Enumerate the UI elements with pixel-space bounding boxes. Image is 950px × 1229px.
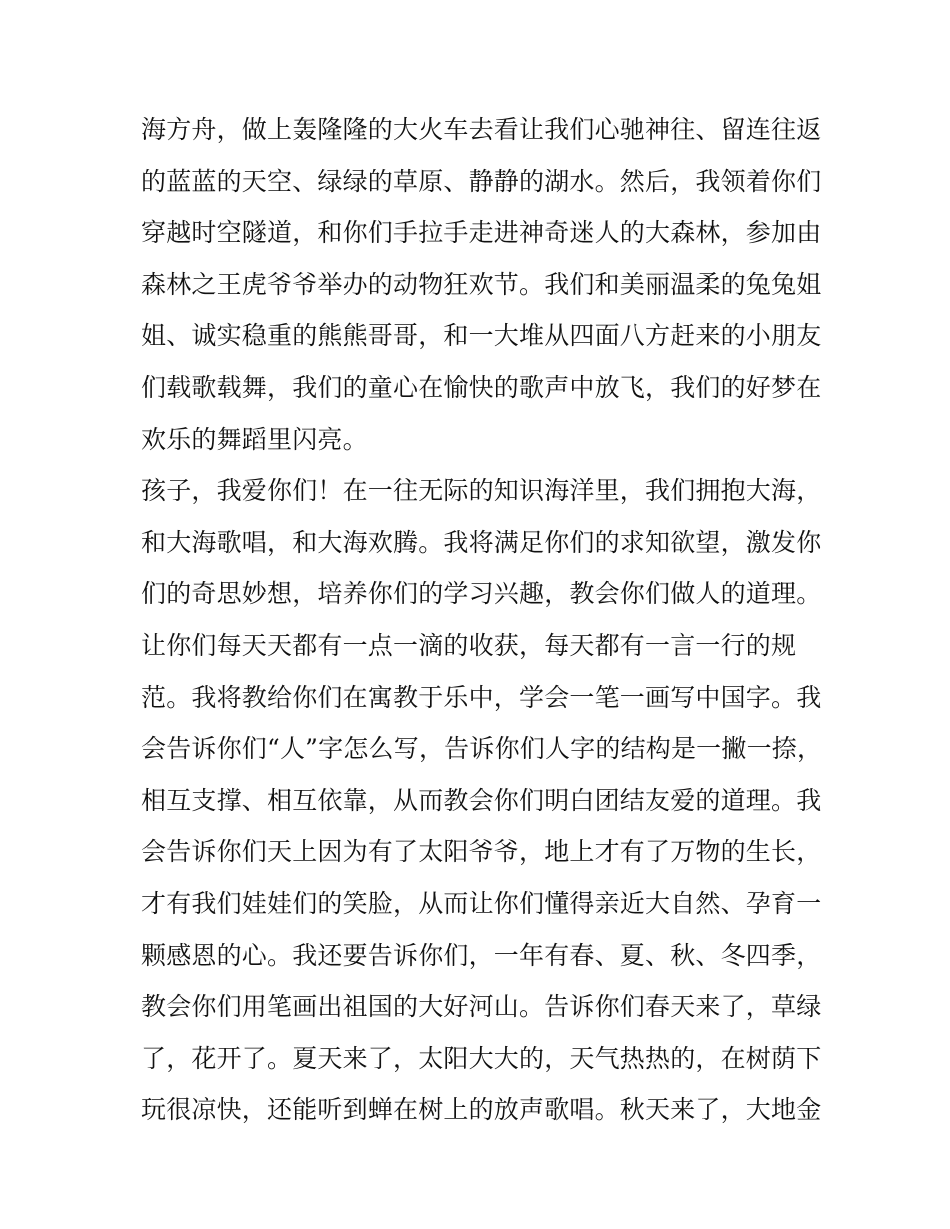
text-line: 教会你们用笔画出祖国的大好河山。告诉你们春天来了，草绿: [141, 992, 822, 1022]
text-line: 欢乐的舞蹈里闪亮。: [141, 424, 368, 454]
text-line: 让你们每天天都有一点一滴的收获，每天都有一言一行的规: [141, 630, 797, 660]
text-line: 们载歌载舞，我们的童心在愉快的歌声中放飞，我们的好梦在: [141, 372, 822, 402]
text-line: 森林之王虎爷爷举办的动物狂欢节。我们和美丽温柔的兔兔姐: [141, 269, 822, 299]
text-line: 会告诉你们天上因为有了太阳爷爷，地上才有了万物的生长，: [141, 837, 822, 867]
text-line: 颗感恩的心。我还要告诉你们，一年有春、夏、秋、冬四季，: [141, 940, 822, 970]
text-line: 姐、诚实稳重的熊熊哥哥，和一大堆从四面八方赶来的小朋友: [141, 321, 822, 351]
text-line: 了，花开了。夏天来了，太阳大大的，天气热热的，在树荫下: [141, 1043, 822, 1073]
text-line: 会告诉你们“人”字怎么写，告诉你们人字的结构是一撇一捺，: [141, 734, 823, 764]
text-line: 玩很凉快，还能听到蝉在树上的放声歌唱。秋天来了，大地金: [141, 1095, 822, 1125]
text-line: 孩子，我爱你们！在一往无际的知识海洋里，我们拥抱大海，: [141, 476, 822, 506]
text-line: 的蓝蓝的天空、绿绿的草原、静静的湖水。然后，我领着你们: [141, 166, 822, 196]
paragraph-1: [141, 104, 821, 465]
text-line: 才有我们娃娃们的笑脸，从而让你们懂得亲近大自然、孕育一: [141, 888, 822, 918]
text-line: 海方舟，做上轰隆隆的大火车去看让我们心驰神往、留连往返: [141, 115, 822, 144]
text-line: 们的奇思妙想，培养你们的学习兴趣，教会你们做人的道理。: [141, 579, 822, 609]
text-line: 穿越时空隧道，和你们手拉手走进神奇迷人的大森林，参加由: [141, 218, 822, 248]
text-line: 范。我将教给你们在寓教于乐中，学会一笔一画写中国字。我: [141, 682, 822, 712]
paragraph-2: [141, 465, 821, 1136]
text-line: 和大海歌唱，和大海欢腾。我将满足你们的求知欲望，激发你: [141, 527, 822, 557]
body-text: [141, 104, 821, 1136]
text-line: 相互支撑、相互依靠，从而教会你们明白团结友爱的道理。我: [141, 785, 822, 815]
